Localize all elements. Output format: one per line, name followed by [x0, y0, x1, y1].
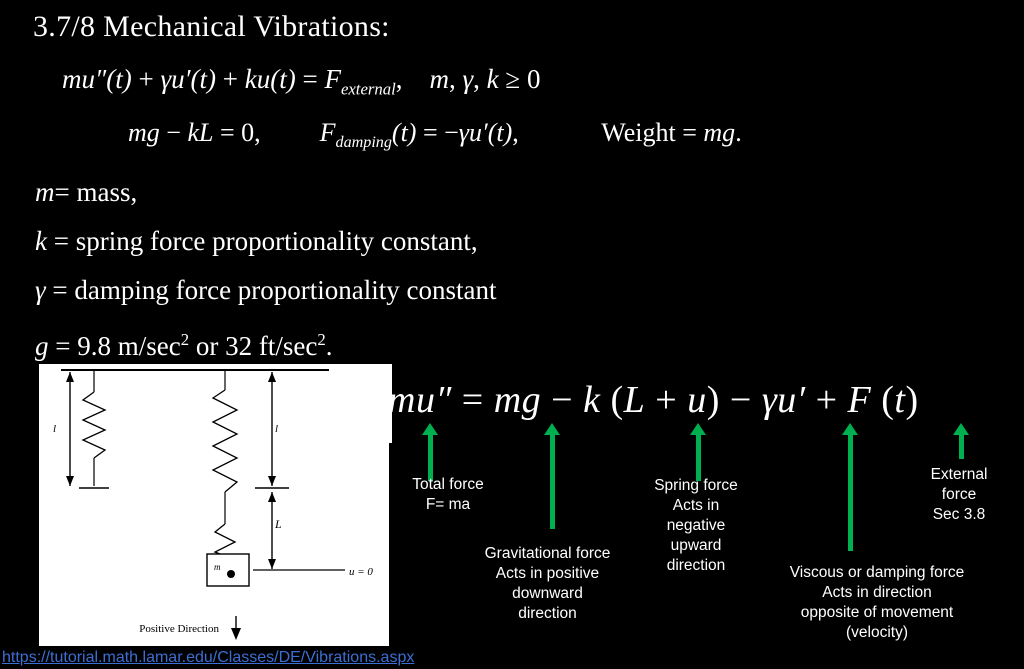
annotation-line: direction — [666, 557, 726, 574]
annotation-viscous-damping-force — [771, 563, 983, 643]
equation-main: $mu''(t) + \gamma u'(t) + ku(t) = F_{external}$, m, γ, k ≥ 0 — [62, 64, 541, 99]
equation-row-2: mg − kL = 0, $F_{damping}(t) = -\gamma u'(t)$, Weight = mg. — [128, 118, 742, 152]
equation-big: mu″ = mg − k (L + u) − γu′ + F (t) — [388, 379, 919, 421]
definition-spring-constant: k = spring force proportionality constant, — [35, 226, 478, 256]
svg-text:m: m — [214, 562, 221, 572]
annotation-line: Sec 3.8 — [932, 506, 986, 523]
annotation-line: Acts in positive — [495, 565, 600, 582]
annotation-line: direction — [518, 605, 577, 622]
annotation-line: Viscous or damping force — [789, 564, 965, 581]
definition-gravity: g = 9.8 $m/\sec^2$ or 32 $ft/\sec^2$. — [35, 330, 333, 361]
definition-mass: m= mass, — [35, 177, 138, 207]
annotation-line: Acts in — [672, 497, 720, 514]
annotation-line: force — [941, 486, 977, 503]
annotation-panel — [389, 443, 1024, 655]
annotation-line: Acts in direction — [822, 584, 932, 601]
annotation-line: upward — [670, 537, 722, 554]
annotation-line: negative — [666, 517, 726, 534]
annotation-line: Spring force — [654, 477, 738, 494]
annotation-line: downward — [512, 585, 583, 602]
source-link[interactable]: https://tutorial.math.lamar.edu/Classes/DE/Vibrations.aspx — [2, 649, 415, 666]
annotation-external-force — [899, 465, 1019, 525]
annotation-line: F= ma — [425, 496, 471, 513]
svg-text:u = 0: u = 0 — [349, 566, 373, 578]
annotation-total-force — [388, 475, 508, 515]
annotation-line: Total force — [412, 476, 484, 493]
annotation-spring-force — [636, 476, 756, 576]
svg-text:l: l — [53, 423, 57, 435]
annotation-line: External — [930, 466, 988, 483]
spring-mass-diagram — [39, 364, 392, 646]
annotation-line: Gravitational force — [484, 545, 611, 562]
definition-list — [35, 168, 497, 371]
svg-text:L: L — [275, 517, 282, 531]
annotation-gravitational-force — [460, 544, 635, 624]
annotation-line: opposite of movement — [800, 604, 954, 621]
svg-text:Positive Direction: Positive Direction — [139, 623, 219, 635]
annotation-line: (velocity) — [845, 624, 908, 641]
definition-damping-constant: γ = damping force proportionality constant — [35, 275, 497, 305]
page-title: 3.7/8 Mechanical Vibrations: — [33, 10, 390, 43]
svg-text:l: l — [275, 423, 279, 435]
